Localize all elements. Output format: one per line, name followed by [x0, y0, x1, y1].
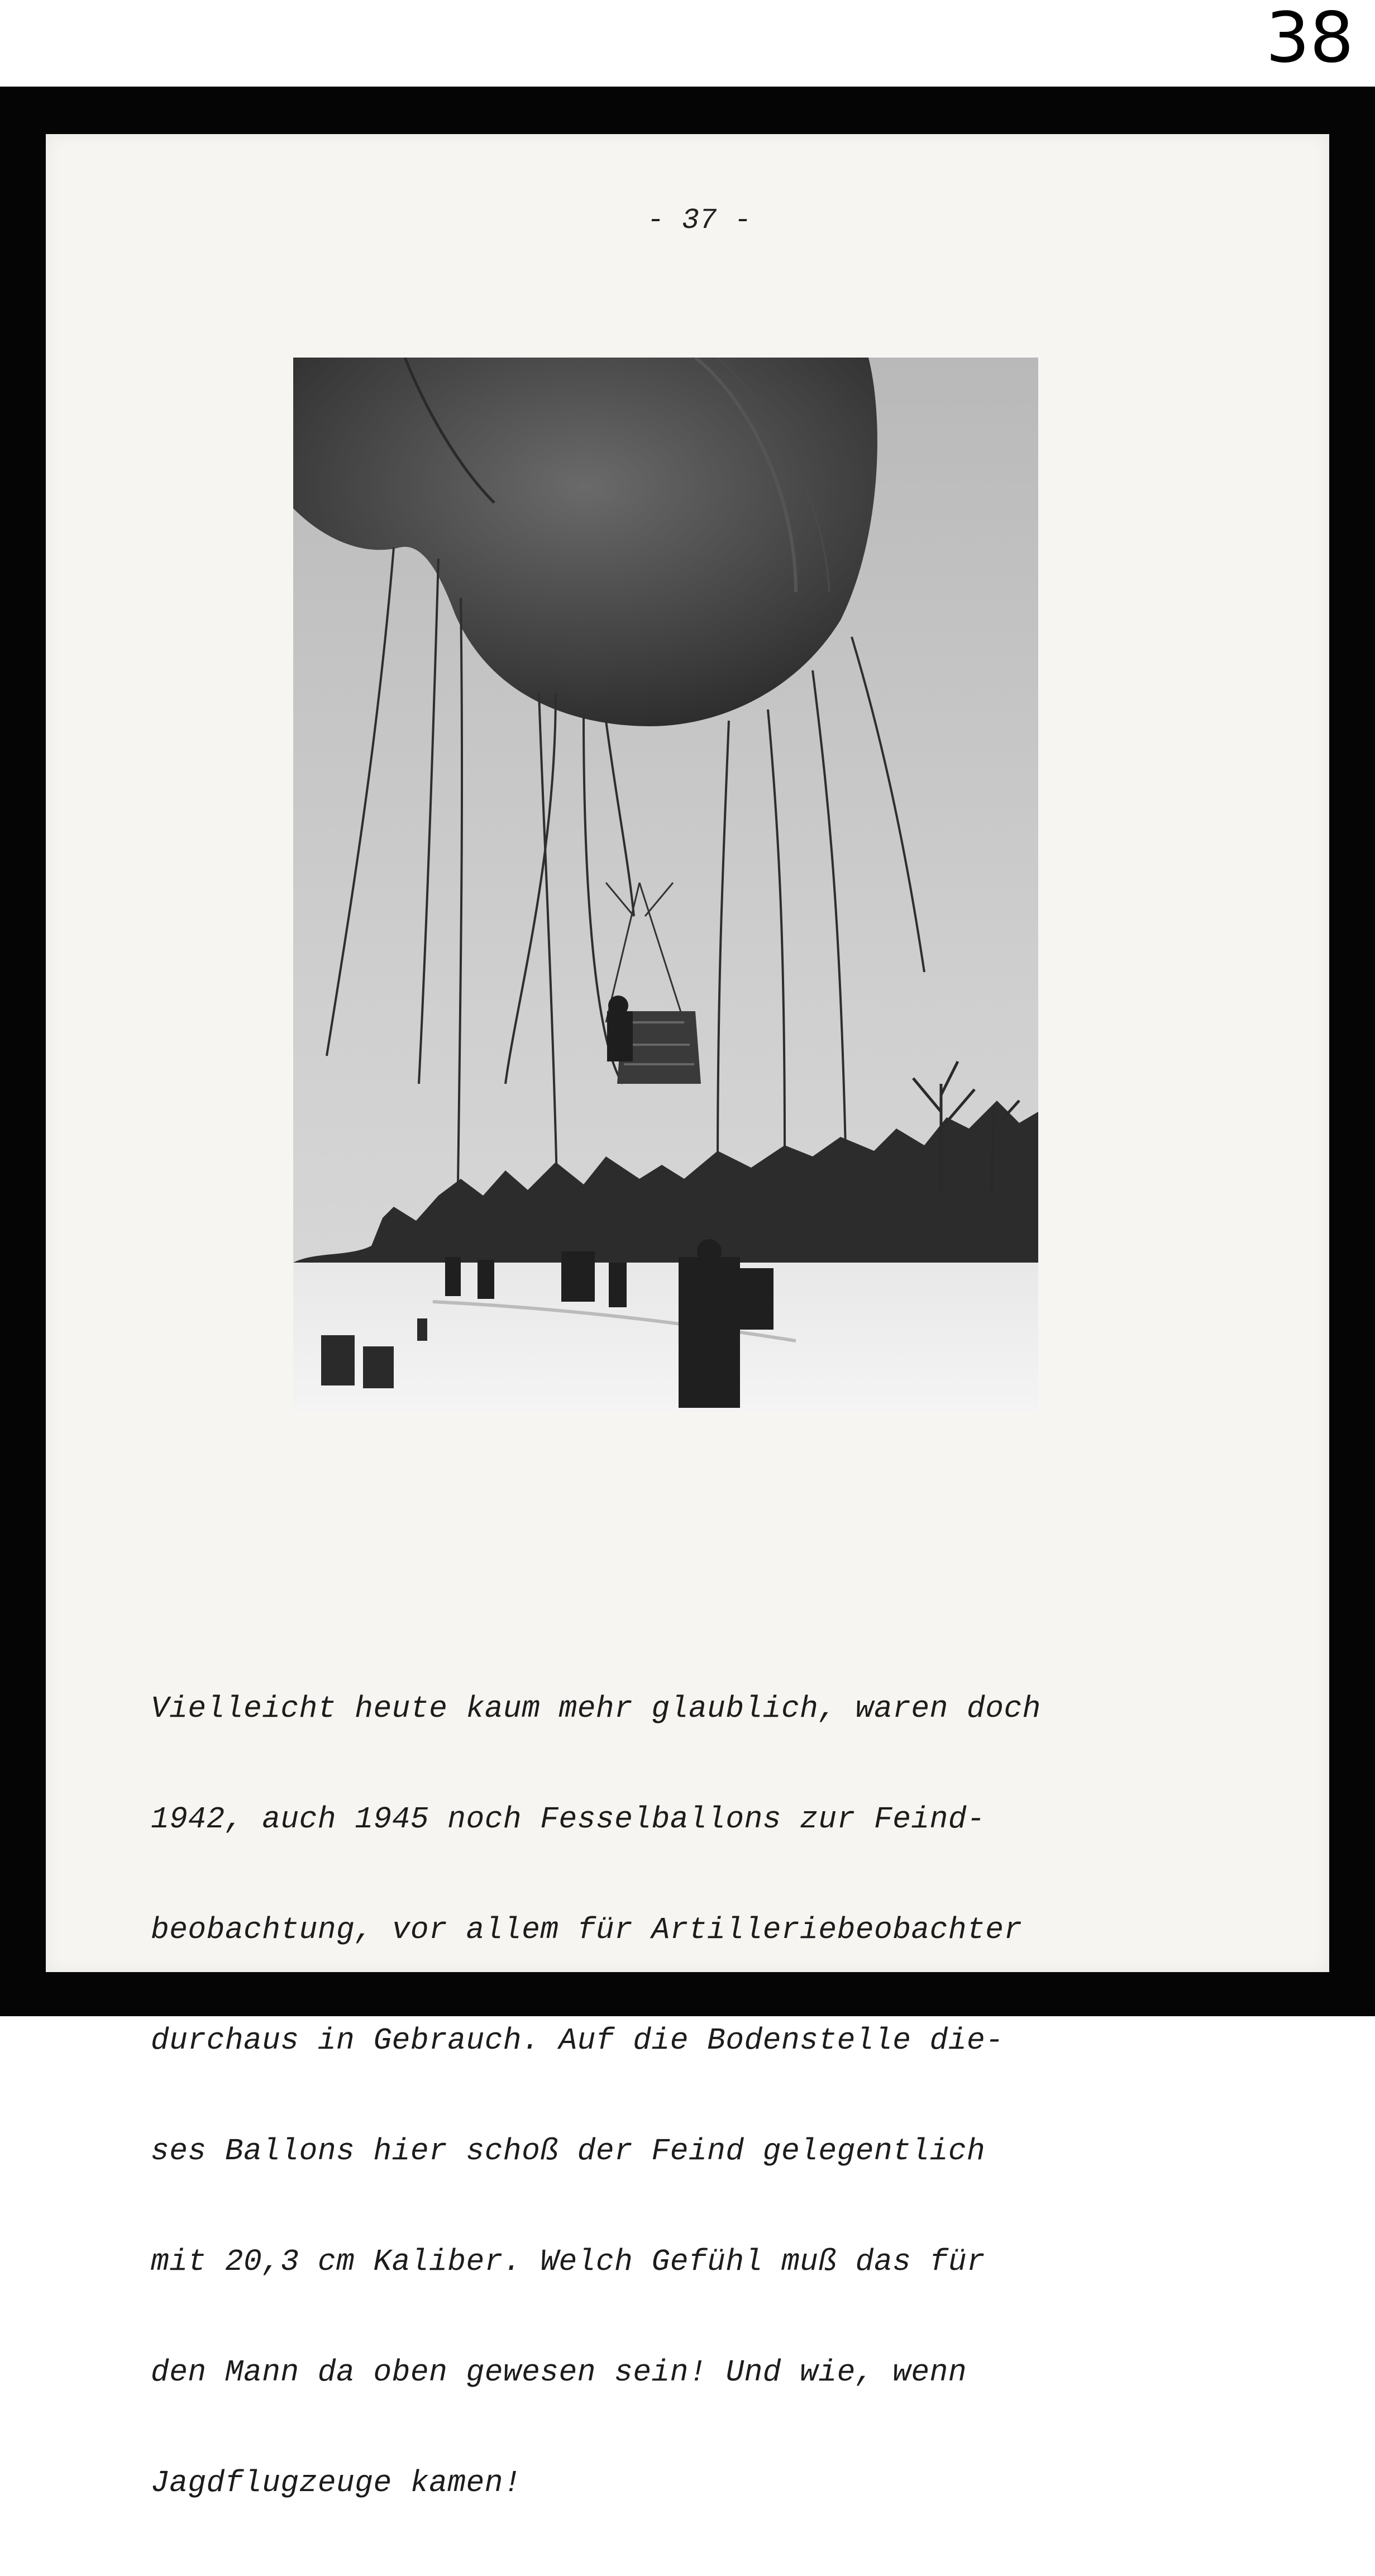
- caption-line: beobachtung, vor allem für Artilleriebeobachter: [151, 1913, 1023, 1948]
- balloon-photo: [293, 358, 1038, 1412]
- caption-line: durchaus in Gebrauch. Auf die Bodenstelle die-: [151, 2024, 1004, 2058]
- document-page: [46, 134, 1329, 2501]
- scan-frame: [0, 87, 1375, 2501]
- photo-caption: [151, 1617, 1268, 2576]
- scan-sheet-number: 38: [1266, 0, 1354, 78]
- caption-line: Jagdflugzeuge kamen!: [151, 2467, 522, 2501]
- caption-line: mit 20,3 cm Kaliber. Welch Gefühl muß das für: [151, 2245, 986, 2279]
- balloon-photo-illustration: [293, 358, 1038, 1412]
- caption-line: 1942, auch 1945 noch Fesselballons zur Feind-: [151, 1803, 986, 1837]
- caption-line: den Mann da oben gewesen sein! Und wie, wenn: [151, 2356, 967, 2390]
- page-number: - 37 -: [647, 204, 752, 237]
- caption-line: ses Ballons hier schoß der Feind gelegentlich: [151, 2135, 986, 2169]
- caption-line: Vielleicht heute kaum mehr glaublich, waren doch: [151, 1692, 1041, 1726]
